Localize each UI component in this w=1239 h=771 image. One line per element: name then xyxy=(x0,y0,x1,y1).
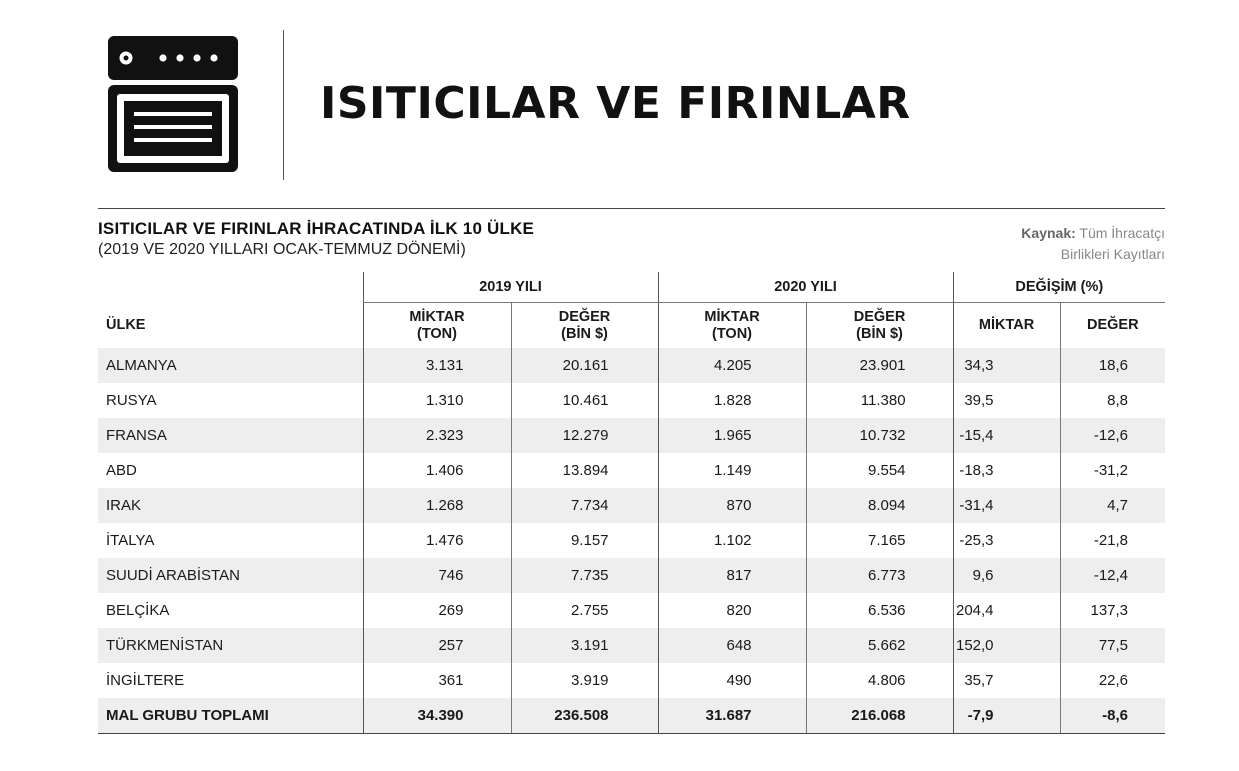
cell-total-deger-2020: 216.068 xyxy=(806,698,953,733)
page-title: ISITICILAR VE FIRINLAR xyxy=(320,78,911,129)
table-row xyxy=(98,663,1165,698)
cell-deger-2020: 23.901 xyxy=(806,348,953,383)
col-country: ÜLKE xyxy=(106,317,146,333)
cell-miktar-2020: 648 xyxy=(658,628,806,663)
col-deger-2020: DEĞER (BİN $) xyxy=(806,303,953,349)
oven-icon xyxy=(108,36,238,172)
cell-miktar-2020: 1.149 xyxy=(658,453,806,488)
cell-change-miktar: -31,4 xyxy=(953,488,1060,523)
table-title: ISITICILAR VE FIRINLAR İHRACATINDA İLK 10 ÜLKE xyxy=(98,219,535,238)
source-label: Kaynak: xyxy=(1021,225,1076,241)
cell-miktar-2020: 490 xyxy=(658,663,806,698)
col-group-2020: 2020 YILI xyxy=(658,272,953,303)
cell-deger-2019: 3.919 xyxy=(511,663,658,698)
header-row-groups xyxy=(98,272,1165,303)
cell-deger-2019: 13.894 xyxy=(511,453,658,488)
table-row xyxy=(98,558,1165,593)
cell-total-miktar-2020: 31.687 xyxy=(658,698,806,733)
cell-change-miktar: -18,3 xyxy=(953,453,1060,488)
cell-miktar-2020: 1.828 xyxy=(658,383,806,418)
cell-deger-2020: 6.773 xyxy=(806,558,953,593)
col-miktar-change: MİKTAR xyxy=(953,303,1060,349)
cell-change-miktar: 39,5 xyxy=(953,383,1060,418)
cell-deger-2019: 3.191 xyxy=(511,628,658,663)
cell-change-deger: -21,8 xyxy=(1060,523,1165,558)
cell-change-miktar: 34,3 xyxy=(953,348,1060,383)
cell-miktar-2020: 4.205 xyxy=(658,348,806,383)
cell-deger-2020: 10.732 xyxy=(806,418,953,453)
cell-miktar-2019: 1.310 xyxy=(363,383,511,418)
cell-deger-2019: 9.157 xyxy=(511,523,658,558)
table-row xyxy=(98,593,1165,628)
cell-deger-2020: 8.094 xyxy=(806,488,953,523)
col-miktar-2020: MİKTAR (TON) xyxy=(658,303,806,349)
col-deger-change: DEĞER xyxy=(1060,303,1165,349)
cell-total-label: MAL GRUBU TOPLAMI xyxy=(98,698,363,733)
cell-change-deger: 77,5 xyxy=(1060,628,1165,663)
cell-total-deger-2019: 236.508 xyxy=(511,698,658,733)
table-row xyxy=(98,383,1165,418)
table-row xyxy=(98,348,1165,383)
col-deger-2019: DEĞER (BİN $) xyxy=(511,303,658,349)
cell-change-deger: -31,2 xyxy=(1060,453,1165,488)
cell-deger-2020: 5.662 xyxy=(806,628,953,663)
cell-total-change-deger: -8,6 xyxy=(1060,698,1165,733)
cell-change-deger: 4,7 xyxy=(1060,488,1165,523)
cell-deger-2020: 9.554 xyxy=(806,453,953,488)
cell-country: ABD xyxy=(106,462,137,479)
col-group-2019: 2019 YILI xyxy=(363,272,658,303)
cell-miktar-2019: 269 xyxy=(363,593,511,628)
table-row xyxy=(98,418,1165,453)
cell-change-deger: 8,8 xyxy=(1060,383,1165,418)
cell-deger-2019: 12.279 xyxy=(511,418,658,453)
cell-change-deger: -12,6 xyxy=(1060,418,1165,453)
col-group-change: DEĞİŞİM (%) xyxy=(953,272,1165,303)
cell-miktar-2020: 820 xyxy=(658,593,806,628)
table-row xyxy=(98,523,1165,558)
source-text-line2: Birlikleri Kayıtları xyxy=(1060,246,1165,262)
cell-miktar-2020: 1.965 xyxy=(658,418,806,453)
cell-deger-2020: 11.380 xyxy=(806,383,953,418)
table-row xyxy=(98,488,1165,523)
cell-change-deger: 137,3 xyxy=(1060,593,1165,628)
cell-deger-2020: 4.806 xyxy=(806,663,953,698)
cell-country: RUSYA xyxy=(106,392,157,409)
cell-change-miktar: -15,4 xyxy=(953,418,1060,453)
cell-change-deger: -12,4 xyxy=(1060,558,1165,593)
cell-miktar-2019: 1.476 xyxy=(363,523,511,558)
cell-change-miktar: 35,7 xyxy=(953,663,1060,698)
cell-change-miktar: 204,4 xyxy=(953,593,1060,628)
source-text-line1: Tüm İhracatçı xyxy=(1079,225,1165,241)
cell-country: BELÇİKA xyxy=(106,602,170,619)
cell-deger-2019: 7.734 xyxy=(511,488,658,523)
cell-country: İTALYA xyxy=(106,532,155,549)
total-row xyxy=(98,698,1165,733)
header-divider xyxy=(283,30,284,180)
table-row xyxy=(98,453,1165,488)
cell-miktar-2020: 870 xyxy=(658,488,806,523)
cell-deger-2019: 10.461 xyxy=(511,383,658,418)
cell-country: TÜRKMENİSTAN xyxy=(98,628,363,663)
table-row xyxy=(98,628,1165,663)
cell-miktar-2019: 3.131 xyxy=(363,348,511,383)
cell-miktar-2019: 257 xyxy=(363,628,511,663)
cell-country: İNGİLTERE xyxy=(106,672,185,689)
cell-total-miktar-2019: 34.390 xyxy=(363,698,511,733)
cell-deger-2019: 7.735 xyxy=(511,558,658,593)
cell-deger-2019: 2.755 xyxy=(511,593,658,628)
cell-miktar-2019: 746 xyxy=(363,558,511,593)
cell-country: FRANSA xyxy=(98,418,363,453)
cell-miktar-2019: 361 xyxy=(363,663,511,698)
cell-change-miktar: 152,0 xyxy=(953,628,1060,663)
cell-change-miktar: 9,6 xyxy=(953,558,1060,593)
cell-miktar-2019: 2.323 xyxy=(363,418,511,453)
cell-miktar-2020: 1.102 xyxy=(658,523,806,558)
cell-change-deger: 22,6 xyxy=(1060,663,1165,698)
source-note xyxy=(1021,223,1165,265)
cell-deger-2020: 6.536 xyxy=(806,593,953,628)
cell-deger-2019: 20.161 xyxy=(511,348,658,383)
cell-deger-2020: 7.165 xyxy=(806,523,953,558)
cell-total-change-miktar: -7,9 xyxy=(953,698,1060,733)
top-rule xyxy=(98,208,1165,209)
table-period: (2019 VE 2020 YILLARI OCAK-TEMMUZ DÖNEMİ) xyxy=(98,241,466,258)
cell-miktar-2019: 1.406 xyxy=(363,453,511,488)
cell-country: IRAK xyxy=(98,488,363,523)
cell-miktar-2019: 1.268 xyxy=(363,488,511,523)
cell-country: ALMANYA xyxy=(98,348,363,383)
export-table xyxy=(98,272,1165,734)
cell-change-miktar: -25,3 xyxy=(953,523,1060,558)
cell-change-deger: 18,6 xyxy=(1060,348,1165,383)
col-miktar-2019: MİKTAR (TON) xyxy=(363,303,511,349)
cell-country: SUUDİ ARABİSTAN xyxy=(98,558,363,593)
cell-miktar-2020: 817 xyxy=(658,558,806,593)
